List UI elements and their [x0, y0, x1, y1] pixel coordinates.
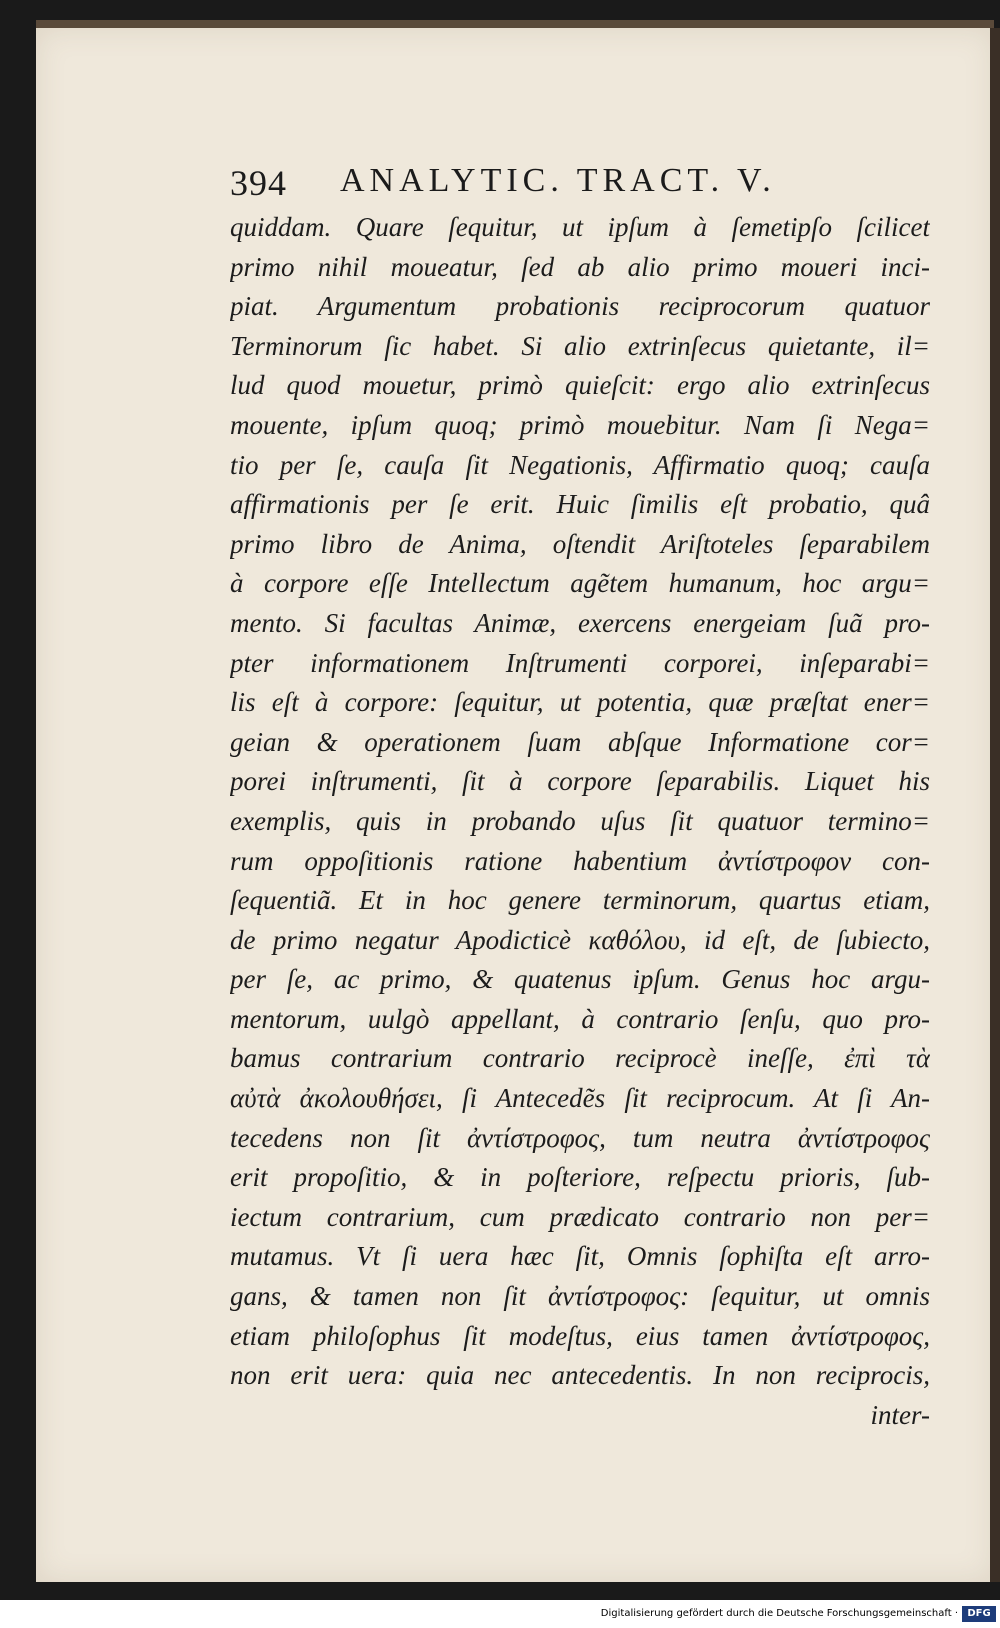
text-line: bamus contrarium contrario reciprocè ineſſe, ἐπὶ τὰ [230, 1043, 930, 1074]
page-edge-right [990, 28, 1000, 1582]
text-line: geian & operationem ſuam abſque Informatione cor= [230, 726, 930, 757]
text-line: gans, & tamen non ſit ἀντίστροφος: ſequitur, ut omnis [230, 1281, 930, 1312]
text-line: primo nihil moueatur, ſed ab alio primo moueri inci- [230, 251, 930, 282]
text-line: de primo negatur Apodicticè καθόλου, id eſt, de ſubiecto, [230, 924, 930, 955]
text-line: Terminorum ſic habet. Si alio extrinſecus quietante, il= [230, 330, 930, 361]
text-line: pter informationem Inſtrumenti corporei, inſeparabi= [230, 647, 930, 678]
text-line: mento. Si facultas Animæ, exercens energeiam ſuã pro- [230, 607, 930, 638]
text-line: etiam philoſophus ſit modeſtus, eius tamen ἀντίστροφος, [230, 1320, 930, 1351]
text-line: tio per ſe, cauſa ſit Negationis, Affirmatio quoq; cauſa [230, 449, 930, 480]
text-line: mutamus. Vt ſi uera hæc ſit, Omnis ſophiſta eſt arro- [230, 1241, 930, 1272]
text-line: exemplis, quis in probando uſus ſit quatuor termino= [230, 805, 930, 836]
text-line: ſequentiã. Et in hoc genere terminorum, quartus etiam, [230, 885, 930, 916]
text-line: lis eſt à corpore: ſequitur, ut potentia, quæ præſtat ener= [230, 687, 930, 718]
text-line: iectum contrarium, cum prædicato contrario non per= [230, 1201, 930, 1232]
text-line: porei inſtrumenti, ſit à corpore ſeparabilis. Liquet his [230, 766, 930, 797]
text-line: rum oppoſitionis ratione habentium ἀντίστροφον con- [230, 845, 930, 876]
text-line: piat. Argumentum probationis reciprocorum quatuor [230, 291, 930, 322]
text-line: mouente, ipſum quoq; primò mouebitur. Nam ſi Nega= [230, 409, 930, 440]
body-text [230, 208, 930, 1435]
page-number: 394 [230, 163, 287, 203]
text-line: per ſe, ac primo, & quatenus ipſum. Genus hoc argu- [230, 964, 930, 995]
page-header [230, 162, 930, 210]
text-line: mentorum, uulgò appellant, à contrario ſenſu, quo pro- [230, 1003, 930, 1034]
text-line: à corpore eſſe Intellectum agẽtem humanum, hoc argu= [230, 568, 930, 599]
text-line: lud quod mouetur, primò quieſcit: ergo alio extrinſecus [230, 370, 930, 401]
text-line: inter- [870, 1399, 930, 1430]
funding-note: Digitalisierung gefördert durch die Deutsche Forschungsgemeinschaft · [600, 1608, 958, 1619]
text-line: non erit uera: quia nec antecedentis. In non reciprocis, [230, 1360, 930, 1391]
text-line: quiddam. Quare ſequitur, ut ipſum à ſemetipſo ſcilicet [230, 212, 930, 242]
text-line: primo libro de Anima, oſtendit Ariſtoteles ſeparabilem [230, 528, 930, 559]
text-line: tecedens non ſit ἀντίστροφος, tum neutra ἀντίστροφος [230, 1122, 930, 1153]
text-line: affirmationis per ſe erit. Huic ſimilis eſt probatio, quâ [230, 489, 930, 520]
running-title: ANALYTIC. TRACT. V. [340, 162, 776, 199]
text-line: erit propoſitio, & in poſteriore, reſpectu prioris, ſub- [230, 1162, 930, 1193]
dfg-logo: DFG [962, 1606, 996, 1622]
text-line: αὐτὰ ἀκολουθήσει, ſi Antecedẽs ſit reciprocum. At ſi An- [230, 1083, 930, 1114]
